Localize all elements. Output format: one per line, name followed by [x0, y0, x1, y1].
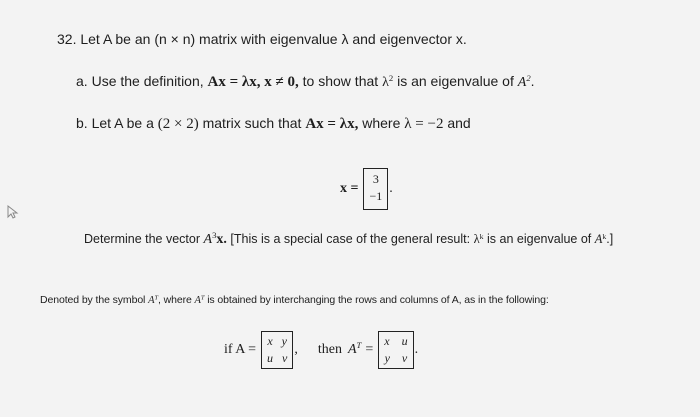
if-label: if A =: [224, 342, 257, 357]
problem-intro: Let A be an (n × n) matrix with eigenvalue λ and eigenvector x.: [80, 31, 467, 47]
determine-A3x: $A^3x$.: [203, 230, 227, 247]
matrix-cell: x: [267, 334, 273, 348]
matrix-cell: v: [282, 351, 288, 365]
determine-text2: [This is a special case of the general result:: [230, 232, 471, 246]
problem-number: 32.: [57, 31, 77, 47]
part-b-text4: and: [447, 115, 471, 131]
part-b-line: [76, 116, 471, 132]
part-a-text1: Use the definition,: [91, 73, 204, 89]
vector-x-label: x =: [340, 181, 359, 196]
part-a-label: a.: [76, 73, 88, 89]
determine-text3: is an eigenvalue of: [487, 232, 592, 246]
transpose-text1: Denoted by the symbol: [40, 294, 146, 306]
matrix-cell: x: [384, 334, 390, 348]
part-b-equation: Ax = λx,: [305, 116, 359, 132]
cursor-arrow-icon: [6, 204, 20, 220]
transpose-definition: Denoted by the symbol $A^T$, where $A^T$ is obtained by interchanging the rows and columns of A, as in the following:: [40, 294, 549, 306]
transpose-text3: is obtained by interchanging the rows and columns of A, as in the following:: [207, 294, 549, 306]
part-b-lambda-eq: λ = −2: [404, 116, 444, 132]
problem-intro-line: [57, 32, 467, 46]
matrix-cell: y: [384, 351, 390, 365]
vector-x-display: x = 3 −1 .: [340, 168, 393, 210]
matrix-A: [261, 331, 293, 369]
transpose-equation: if A = x y u v , then $A^T$ = x u y v .: [224, 330, 418, 370]
vector-entry: 3: [372, 172, 379, 186]
determine-A-k: $A^k$: [594, 231, 607, 246]
matrix-cell: v: [401, 351, 408, 365]
part-a-line: a. Use the definition, Ax = λx, x ≠ 0, to show that $\lambda^2$ is an eigenvalue of $A^2$.: [76, 73, 535, 90]
part-a-text3: is an eigenvalue of: [397, 73, 514, 89]
part-a-equation: Ax = λx, x ≠ 0,: [207, 74, 299, 90]
matrix-cell: u: [401, 334, 408, 348]
part-b-text1: Let A be a: [91, 115, 154, 131]
transpose-AT-2: $A^T$: [194, 294, 205, 306]
part-a-A2: $A^2$: [517, 73, 531, 90]
part-a-lambda: $\lambda^2$: [382, 73, 394, 90]
then-AT: $A^T$: [347, 340, 362, 357]
vector-bracket: [363, 168, 388, 210]
matrix-AT: [378, 331, 413, 369]
part-b-text2: matrix such that: [202, 115, 302, 131]
determine-line: Determine the vector $A^3x$. [This is a special case of the general result: $\lambda^k$ is an eigenvalue of $A^k$.]: [84, 230, 614, 247]
part-b-dims: (2 × 2): [157, 116, 199, 132]
matrix-cell: u: [267, 351, 274, 365]
matrix-cell: y: [281, 334, 287, 348]
determine-lambda-k: $\lambda^k$: [473, 231, 484, 246]
transpose-AT-1: $A^T$: [148, 294, 158, 306]
vector-entry: −1: [369, 189, 383, 203]
determine-text1: Determine the vector: [84, 232, 201, 246]
then-label: then: [317, 342, 342, 357]
part-b-label: b.: [76, 115, 88, 131]
part-a-text2: to show that: [302, 73, 379, 89]
part-b-text3: where: [362, 115, 401, 131]
